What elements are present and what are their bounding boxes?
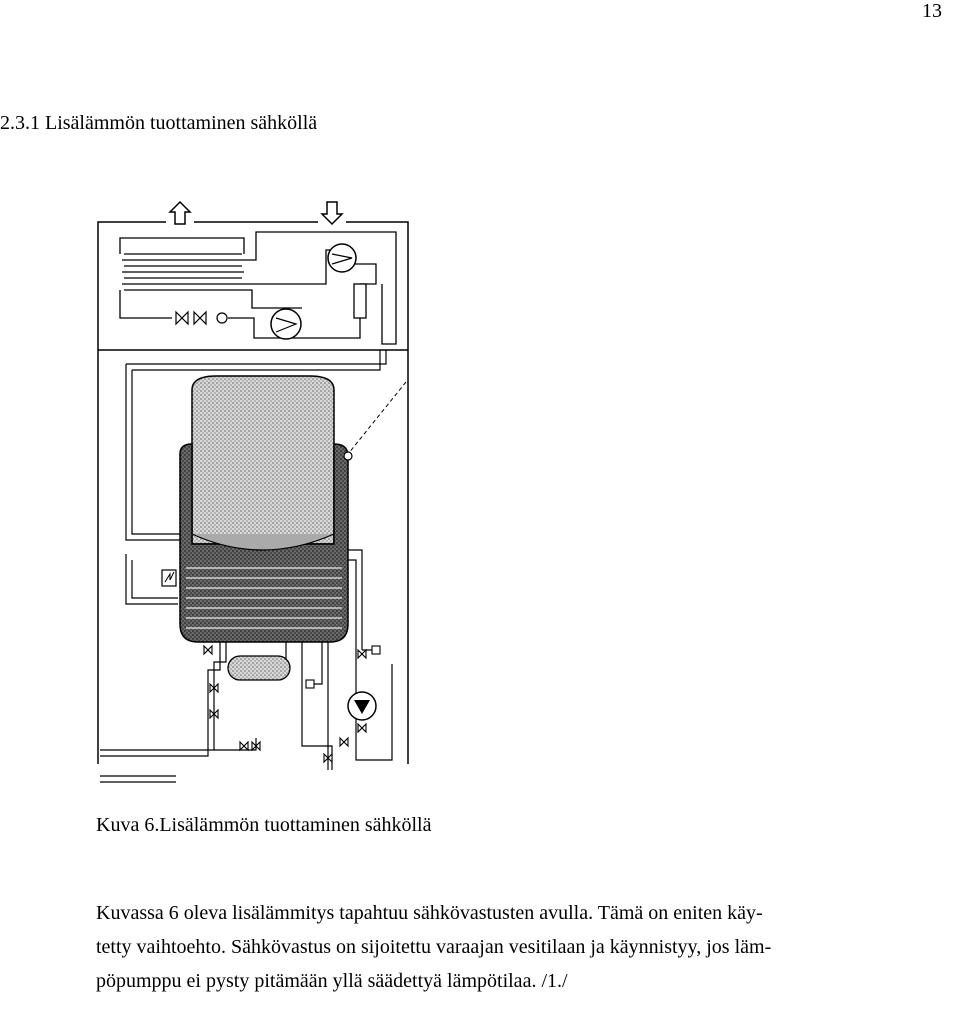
paragraph-line: pöpumppu ei pysty pitämään yllä säädettyä lämpötilaa. /1./: [96, 970, 568, 992]
paragraph-line: Kuvassa 6 oleva lisälämmitys tapahtuu sähkövastusten avulla. Tämä on eniten käy-: [96, 902, 763, 924]
exhaust-air-arrow-icon: [170, 202, 190, 224]
expansion-valve-icon: [176, 312, 227, 324]
page-number: 13: [922, 0, 942, 22]
supply-air-arrow-icon: [322, 202, 342, 224]
thermostat-sensor-line: [348, 382, 406, 454]
storage-tank-upper: [192, 376, 334, 544]
evaporator-coil: [122, 254, 244, 290]
body-paragraph: [96, 896, 936, 998]
figure-caption: Kuva 6.Lisälämmön tuottaminen sähköllä: [96, 814, 432, 836]
section-heading: 2.3.1 Lisälämmön tuottaminen sähköllä: [0, 112, 318, 134]
expansion-vessel: [228, 656, 290, 680]
heat-pump-diagram: [96, 194, 422, 794]
paragraph-line: tetty vaihtoehto. Sähkövastus on sijoitettu varaajan vesitilaan ja käynnistyy, jos läm-: [96, 936, 772, 958]
receiver-icon: [354, 284, 366, 318]
